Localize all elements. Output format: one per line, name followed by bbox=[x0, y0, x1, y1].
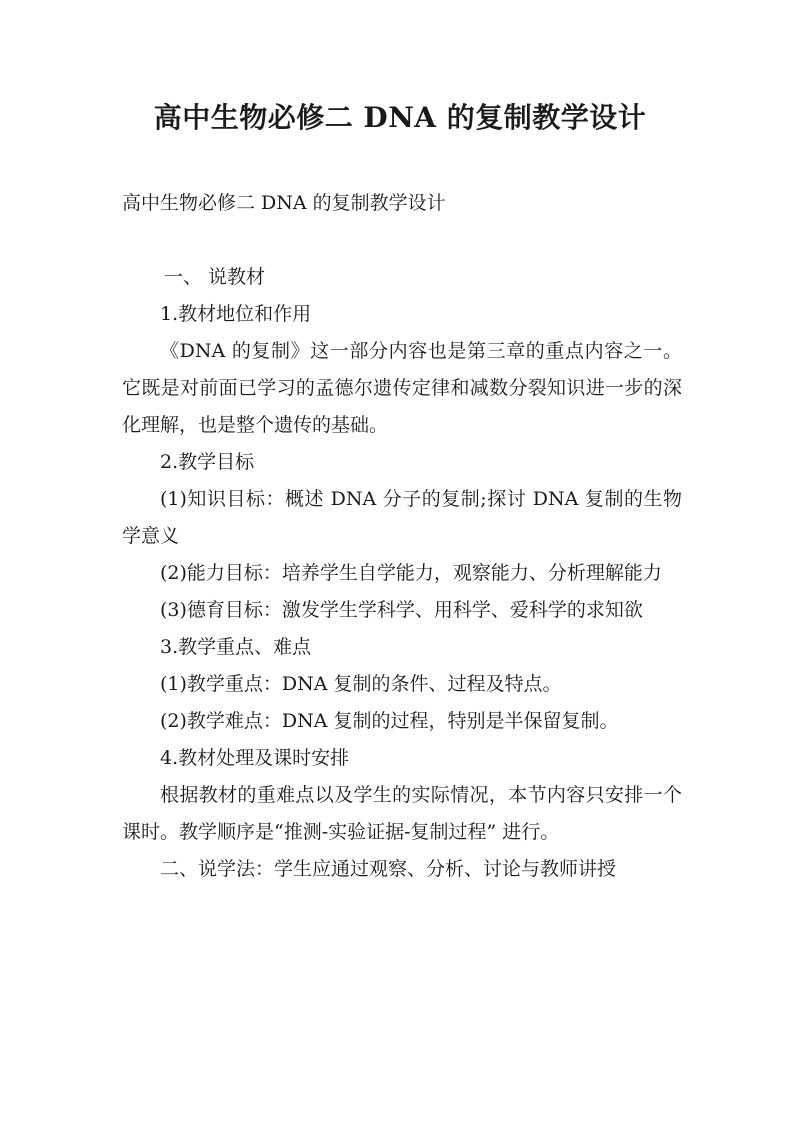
goal-knowledge: (1)知识目标：概述 DNA 分子的复制;探讨 DNA 复制的生物学意义 bbox=[122, 488, 682, 547]
document-subtitle: 高中生物必修二 DNA 的复制教学设计 bbox=[122, 192, 446, 214]
goal-ability: (2)能力目标：培养学生自学能力，观察能力、分析理解能力 bbox=[160, 562, 662, 584]
paragraph-status-and-role: 《DNA 的复制》这一部分内容也是第三章的重点内容之一。它既是对前面已学习的孟德尔遗传定律和减数分裂知识进一步的深化理解，也是整个遗传的基础。 bbox=[122, 340, 682, 436]
section-heading-learning-method: 二、说学法：学生应通过观察、分析、讨论与教师讲授 bbox=[160, 858, 617, 880]
subheading-key-points: 3.教学重点、难点 bbox=[160, 636, 312, 658]
subheading-status-and-role: 1.教材地位和作用 bbox=[160, 303, 312, 325]
subheading-lesson-arrangement: 4.教材处理及课时安排 bbox=[160, 747, 350, 769]
document-body bbox=[122, 259, 682, 888]
key-point: (1)教学重点：DNA 复制的条件、过程及特点。 bbox=[160, 673, 562, 695]
section-heading-teaching-material: 一、 说教材 bbox=[164, 266, 266, 288]
goal-moral: (3)德育目标：激发学生学科学、用科学、爱科学的求知欲 bbox=[160, 599, 643, 621]
difficult-point: (2)教学难点：DNA 复制的过程，特别是半保留复制。 bbox=[160, 710, 619, 732]
paragraph-lesson-arrangement: 根据教材的重难点以及学生的实际情况，本节内容只安排一个课时。教学顺序是“推测-实验证据-复制过程” 进行。 bbox=[122, 784, 682, 843]
subheading-teaching-goals: 2.教学目标 bbox=[160, 451, 255, 473]
document-title: 高中生物必修二 DNA 的复制教学设计 bbox=[153, 101, 647, 134]
